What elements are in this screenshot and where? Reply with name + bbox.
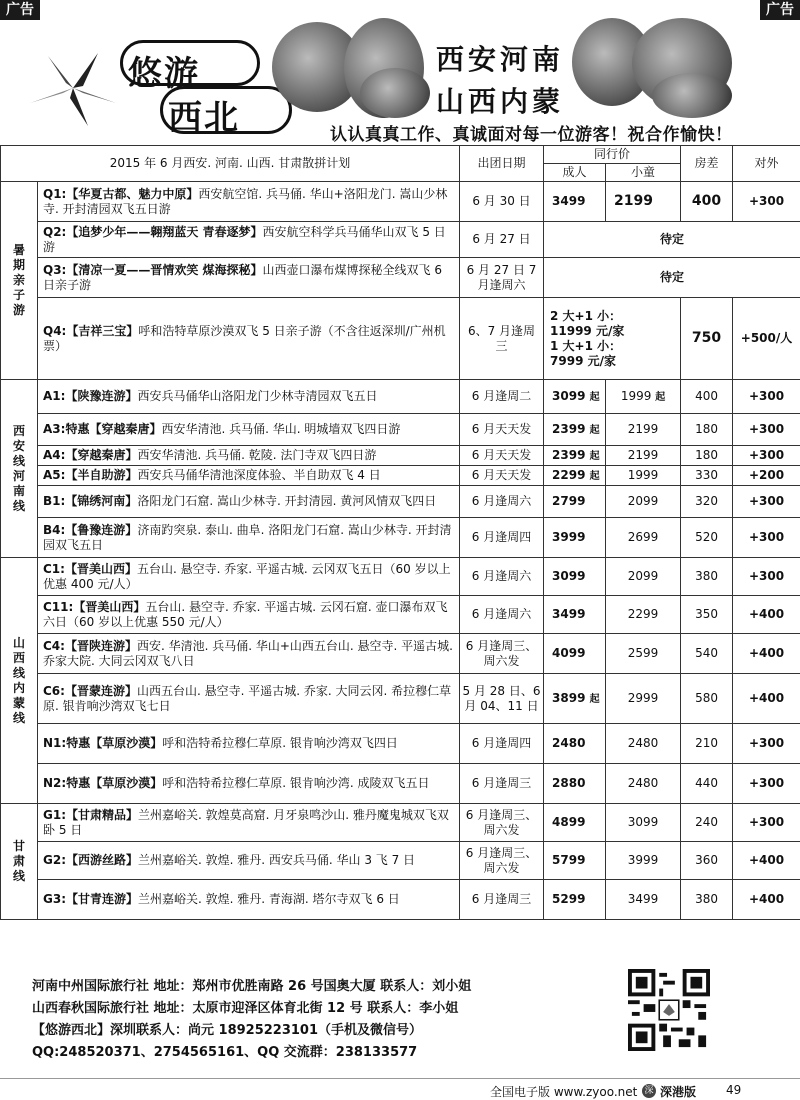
date-cell: 6 月逢周四 bbox=[460, 724, 544, 764]
route-cell: G3:【甘青连游】兰州嘉峪关. 敦煌. 雅丹. 青海湖. 塔尔寺双飞 6 日 bbox=[38, 880, 460, 920]
child-price: 2299 bbox=[606, 596, 681, 634]
brand-line2: 西北 bbox=[168, 98, 240, 138]
destinations-line2: 山西内蒙 bbox=[436, 85, 565, 118]
route-cell: C4:【晋陕连游】西安. 华清池. 兵马俑. 华山+山西五台山. 悬空寺. 平遥古城. 乔家大院. 大同云冈双飞八日 bbox=[38, 634, 460, 674]
adult-price: 4099 bbox=[544, 634, 606, 674]
room-diff: 210 bbox=[681, 724, 733, 764]
date-cell: 6、7 月逢周三 bbox=[460, 298, 544, 380]
date-cell: 6 月天天发 bbox=[460, 414, 544, 446]
adult-price: 2399 起 bbox=[544, 446, 606, 466]
adult-price: 2299 起 bbox=[544, 466, 606, 486]
date-cell: 6 月天天发 bbox=[460, 446, 544, 466]
room-diff: 380 bbox=[681, 558, 733, 596]
table-row bbox=[1, 764, 800, 804]
contact-henan: 河南中州国际旅行社 地址：郑州市优胜南路 26 号国奥大厦 联系人：刘小姐 bbox=[32, 979, 472, 994]
route-cell: Q2:【追梦少年——翱翔蓝天 青春逐梦】西安航空科学兵马俑华山双飞 5 日游 bbox=[38, 222, 460, 258]
header-adult: 成人 bbox=[544, 164, 606, 182]
child-price: 2699 bbox=[606, 518, 681, 558]
external-price: +300 bbox=[733, 446, 800, 466]
camel-photo bbox=[652, 73, 732, 118]
qr-code-icon bbox=[628, 969, 710, 1051]
child-price: 1999 bbox=[606, 466, 681, 486]
contact-shenzhen: 【悠游西北】深圳联系人：尚元 18925223101（手机及微信号） bbox=[32, 1023, 423, 1038]
region-label: 西安线 河南线 bbox=[1, 380, 38, 558]
contact-footer bbox=[0, 975, 800, 1075]
table-row bbox=[1, 466, 800, 486]
price-from-mark: 起 bbox=[589, 391, 600, 403]
external-price: +400 bbox=[733, 674, 800, 724]
child-price: 2199 bbox=[606, 414, 681, 446]
adult-price: 4899 bbox=[544, 804, 606, 842]
date-cell: 6 月逢周六 bbox=[460, 486, 544, 518]
date-cell: 6 月逢周四 bbox=[460, 518, 544, 558]
external-price: +200 bbox=[733, 466, 800, 486]
room-diff: 330 bbox=[681, 466, 733, 486]
price-from-mark: 起 bbox=[589, 424, 600, 436]
contact-qq: QQ:248520371、2754565161、QQ 交流群：238133577 bbox=[32, 1045, 418, 1060]
route-cell: G1:【甘肃精品】兰州嘉峪关. 敦煌莫高窟. 月牙泉鸣沙山. 雅丹魔鬼城双飞双卧 5 日 bbox=[38, 804, 460, 842]
table-row bbox=[1, 380, 800, 414]
external-price: +300 bbox=[733, 414, 800, 446]
route-cell: N2:特惠【草原沙漠】呼和浩特希拉穆仁草原. 银肯响沙湾. 成陵双飞五日 bbox=[38, 764, 460, 804]
date-cell: 6 月逢周三、周六发 bbox=[460, 634, 544, 674]
region-label: 暑期亲子游 bbox=[1, 182, 38, 380]
adult-price: 2799 bbox=[544, 486, 606, 518]
room-diff: 380 bbox=[681, 880, 733, 920]
room-diff: 440 bbox=[681, 764, 733, 804]
external-price: +300 bbox=[733, 724, 800, 764]
external-price: +300 bbox=[733, 486, 800, 518]
header-external: 对外 bbox=[733, 146, 800, 182]
external-price: +500/人 bbox=[733, 298, 800, 380]
room-diff: 180 bbox=[681, 414, 733, 446]
child-price: 2599 bbox=[606, 634, 681, 674]
child-price: 2199 bbox=[606, 446, 681, 466]
adult-price: 5299 bbox=[544, 880, 606, 920]
date-cell: 6 月逢周六 bbox=[460, 596, 544, 634]
family-price: 2 大+1 小： 11999 元/家 1 大+1 小： 7999 元/家 bbox=[544, 298, 681, 380]
route-cell: C11:【晋美山西】五台山. 悬空寺. 乔家. 平遥古城. 云冈石窟. 壶口瀑布双飞六日（60 岁以上优惠 550 元/人） bbox=[38, 596, 460, 634]
price-from-mark: 起 bbox=[589, 450, 600, 462]
child-price: 2099 bbox=[606, 486, 681, 518]
page-number: 49 bbox=[726, 1083, 742, 1097]
route-cell: A3:特惠【穿越秦唐】西安华清池. 兵马俑. 华山. 明城墙双飞四日游 bbox=[38, 414, 460, 446]
page-footer-bar bbox=[0, 1078, 800, 1100]
version-label: 深港版 bbox=[660, 1085, 697, 1099]
date-cell: 6 月逢周六 bbox=[460, 558, 544, 596]
date-cell: 6 月 30 日 bbox=[460, 182, 544, 222]
header-child: 小童 bbox=[606, 164, 681, 182]
date-cell: 6 月 27 日 bbox=[460, 222, 544, 258]
header-peer-price: 同行价 bbox=[544, 146, 681, 164]
route-cell: B4:【鲁豫连游】济南趵突泉. 泰山. 曲阜. 洛阳龙门石窟. 嵩山少林寺. 开封清园双飞五日 bbox=[38, 518, 460, 558]
table-row bbox=[1, 518, 800, 558]
date-cell: 6 月 27 日 7 月逢周六 bbox=[460, 258, 544, 298]
route-cell: Q1:【华夏古都、魅力中原】西安航空馆. 兵马俑. 华山+洛阳龙门. 嵩山少林寺. 开封清园双飞五日游 bbox=[38, 182, 460, 222]
external-price: +300 bbox=[733, 182, 800, 222]
child-price: 1999 起 bbox=[606, 380, 681, 414]
child-price: 3499 bbox=[606, 880, 681, 920]
route-cell: Q4:【吉祥三宝】呼和浩特草原沙漠双飞 5 日亲子游（不含往返深圳/广州机票） bbox=[38, 298, 460, 380]
room-diff: 580 bbox=[681, 674, 733, 724]
route-cell: C1:【晋美山西】五台山. 悬空寺. 乔家. 平遥古城. 云冈双飞五日（60 岁以上优惠 400 元/人） bbox=[38, 558, 460, 596]
route-cell: A1:【陕豫连游】西安兵马俑华山洛阳龙门少林寺清园双飞五日 bbox=[38, 380, 460, 414]
external-price: +300 bbox=[733, 558, 800, 596]
adult-price: 3899 起 bbox=[544, 674, 606, 724]
table-row bbox=[1, 804, 800, 842]
date-cell: 6 月逢周三、周六发 bbox=[460, 804, 544, 842]
child-price: 2099 bbox=[606, 558, 681, 596]
date-cell: 5 月 28 日、6 月 04、11 日 bbox=[460, 674, 544, 724]
room-diff: 360 bbox=[681, 842, 733, 880]
brand-logo bbox=[28, 38, 268, 142]
external-price: +400 bbox=[733, 634, 800, 674]
table-row bbox=[1, 724, 800, 764]
destinations-line1: 西安河南 bbox=[436, 43, 565, 76]
adult-price: 3499 bbox=[544, 182, 606, 222]
external-price: +300 bbox=[733, 764, 800, 804]
adult-price: 5799 bbox=[544, 842, 606, 880]
date-cell: 6 月逢周三、周六发 bbox=[460, 842, 544, 880]
room-diff: 400 bbox=[681, 380, 733, 414]
room-diff: 520 bbox=[681, 518, 733, 558]
grotto-photo bbox=[360, 68, 430, 118]
child-price: 2999 bbox=[606, 674, 681, 724]
room-diff: 350 bbox=[681, 596, 733, 634]
ad-tag-right: 广告 bbox=[760, 0, 800, 20]
edition-badge: 深 bbox=[642, 1084, 656, 1098]
table-row bbox=[1, 486, 800, 518]
adult-price: 3499 bbox=[544, 596, 606, 634]
table-row bbox=[1, 298, 800, 380]
tour-plan-table bbox=[0, 145, 800, 920]
table-row bbox=[1, 182, 800, 222]
route-cell: A5:【半自助游】西安兵马俑华清池深度体验、半自助双飞 4 日 bbox=[38, 466, 460, 486]
room-diff: 400 bbox=[681, 182, 733, 222]
table-row bbox=[1, 674, 800, 724]
table-row bbox=[1, 596, 800, 634]
date-cell: 6 月逢周三 bbox=[460, 880, 544, 920]
route-cell: N1:特惠【草原沙漠】呼和浩特希拉穆仁草原. 银肯响沙湾双飞四日 bbox=[38, 724, 460, 764]
region-label: 山西线 内蒙线 bbox=[1, 558, 38, 804]
table-row bbox=[1, 414, 800, 446]
table-row bbox=[1, 258, 800, 298]
date-cell: 6 月逢周二 bbox=[460, 380, 544, 414]
external-price: +400 bbox=[733, 842, 800, 880]
adult-price: 3099 bbox=[544, 558, 606, 596]
price-pending: 待定 bbox=[544, 258, 800, 298]
room-diff: 540 bbox=[681, 634, 733, 674]
child-price: 3999 bbox=[606, 842, 681, 880]
slogan: 认认真真工作、真诚面对每一位游客！祝合作愉快！ bbox=[330, 125, 733, 145]
table-title: 2015 年 6 月西安. 河南. 山西. 甘肃散拼计划 bbox=[1, 146, 460, 182]
external-price: +300 bbox=[733, 518, 800, 558]
external-price: +400 bbox=[733, 880, 800, 920]
external-price: +300 bbox=[733, 804, 800, 842]
header-room: 房差 bbox=[681, 146, 733, 182]
adult-price: 2880 bbox=[544, 764, 606, 804]
header-date: 出团日期 bbox=[460, 146, 544, 182]
region-label: 甘肃线 bbox=[1, 804, 38, 920]
brand-line1: 悠游 bbox=[128, 54, 200, 94]
room-diff: 320 bbox=[681, 486, 733, 518]
banner bbox=[0, 16, 800, 145]
table-row bbox=[1, 446, 800, 466]
star-logo-icon bbox=[28, 48, 118, 128]
child-price: 3099 bbox=[606, 804, 681, 842]
route-cell: G2:【西游丝路】兰州嘉峪关. 敦煌. 雅丹. 西安兵马俑. 华山 3 飞 7 日 bbox=[38, 842, 460, 880]
route-cell: Q3:【清凉一夏——晋情欢笑 煤海探秘】山西壶口瀑布煤博探秘全线双飞 6 日亲子游 bbox=[38, 258, 460, 298]
date-cell: 6 月天天发 bbox=[460, 466, 544, 486]
table-row bbox=[1, 880, 800, 920]
table-row bbox=[1, 222, 800, 258]
price-from-mark: 起 bbox=[589, 693, 600, 705]
adult-price: 2399 起 bbox=[544, 414, 606, 446]
route-cell: C6:【晋蒙连游】山西五台山. 悬空寺. 平遥古城. 乔家. 大同云冈. 希拉穆仁草原. 银肯响沙湾双飞七日 bbox=[38, 674, 460, 724]
route-cell: B1:【锦绣河南】洛阳龙门石窟. 嵩山少林寺. 开封清园. 黄河风情双飞四日 bbox=[38, 486, 460, 518]
date-cell: 6 月逢周三 bbox=[460, 764, 544, 804]
external-price: +400 bbox=[733, 596, 800, 634]
price-from-mark: 起 bbox=[589, 470, 600, 482]
room-diff: 240 bbox=[681, 804, 733, 842]
table-row bbox=[1, 842, 800, 880]
room-diff: 180 bbox=[681, 446, 733, 466]
route-cell: A4:【穿越秦唐】西安华清池. 兵马俑. 乾陵. 法门寺双飞四日游 bbox=[38, 446, 460, 466]
table-row bbox=[1, 634, 800, 674]
room-diff: 750 bbox=[681, 298, 733, 380]
child-price: 2480 bbox=[606, 724, 681, 764]
edition-label: 全国电子版 www.zyoo.net bbox=[490, 1085, 638, 1099]
external-price: +300 bbox=[733, 380, 800, 414]
child-price: 2199 bbox=[606, 182, 681, 222]
adult-price: 2480 bbox=[544, 724, 606, 764]
adult-price: 3999 bbox=[544, 518, 606, 558]
price-from-mark: 起 bbox=[655, 391, 666, 403]
contact-shanxi: 山西春秋国际旅行社 地址：太原市迎泽区体育北街 12 号 联系人：李小姐 bbox=[32, 1001, 459, 1016]
ad-tag-left: 广告 bbox=[0, 0, 40, 20]
table-row bbox=[1, 558, 800, 596]
photo-strip bbox=[272, 18, 792, 118]
child-price: 2480 bbox=[606, 764, 681, 804]
price-pending: 待定 bbox=[544, 222, 800, 258]
adult-price: 3099 起 bbox=[544, 380, 606, 414]
